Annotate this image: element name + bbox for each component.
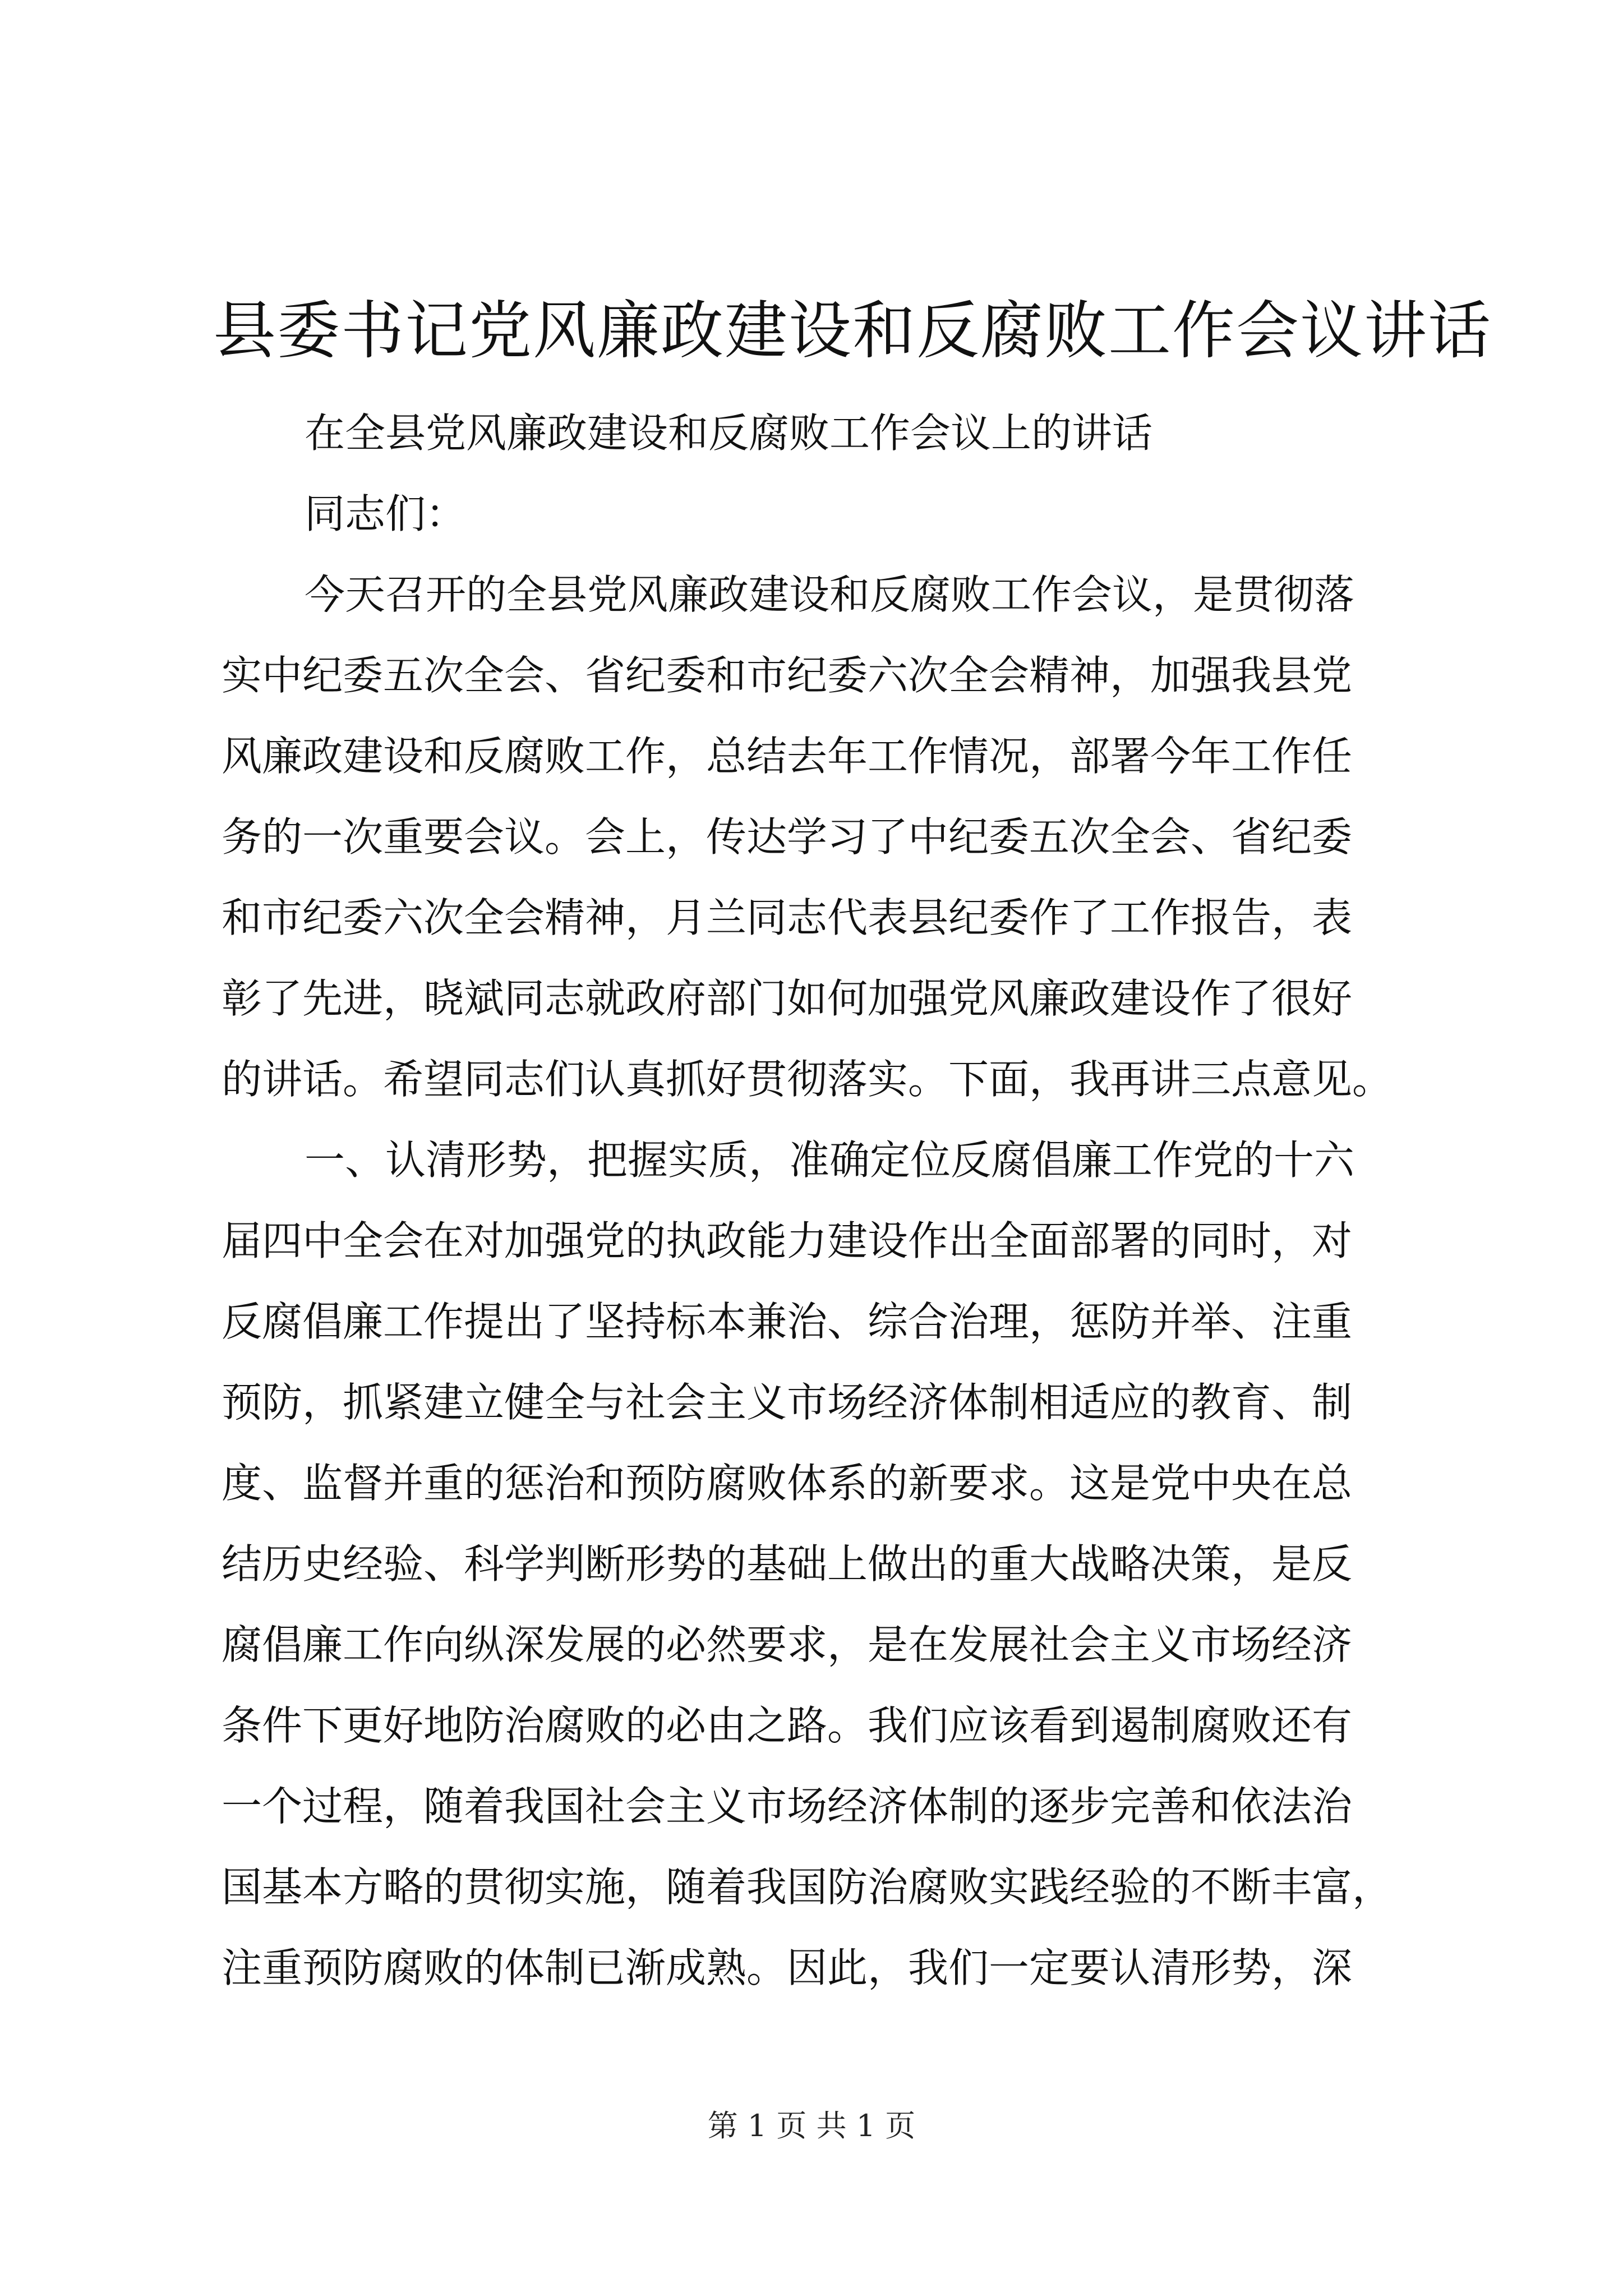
- page-number-footer: 第 1 页 共 1 页: [707, 2108, 916, 2143]
- paragraph-line: 实中纪委五次全会、省纪委和市纪委六次全会精神，加强我县党: [222, 652, 1353, 699]
- paragraph-line: 条件下更好地防治腐败的必由之路。我们应该看到遏制腐败还有: [222, 1702, 1353, 1749]
- paragraph-line: 度、监督并重的惩治和预防腐败体系的新要求。这是党中央在总: [222, 1460, 1353, 1507]
- paragraph-line: 和市纪委六次全会精神，月兰同志代表县纪委作了工作报告，表: [222, 894, 1353, 941]
- paragraph-line: 反腐倡廉工作提出了坚持标本兼治、综合治理，惩防并举、注重: [222, 1298, 1353, 1345]
- paragraph-line: 的讲话。希望同志们认真抓好贯彻落实。下面，我再讲三点意见。: [222, 1056, 1393, 1103]
- paragraph-line: 风廉政建设和反腐败工作，总结去年工作情况，部署今年工作任: [222, 733, 1353, 780]
- paragraph-line: 彰了先进，晓斌同志就政府部门如何加强党风廉政建设作了很好: [222, 975, 1353, 1022]
- paragraph-line: 注重预防腐败的体制已渐成熟。因此，我们一定要认清形势，深: [222, 1944, 1353, 1991]
- paragraph-line: 一个过程，随着我国社会主义市场经济体制的逐步完善和依法治: [222, 1783, 1353, 1830]
- paragraph-line: 结历史经验、科学判断形势的基础上做出的重大战略决策，是反: [222, 1540, 1353, 1588]
- document-body: [222, 393, 1399, 2008]
- paragraph-line: 务的一次重要会议。会上，传达学习了中纪委五次全会、省纪委: [222, 813, 1353, 861]
- paragraph-line: 今天召开的全县党风廉政建设和反腐败工作会议，是贯彻落: [305, 571, 1355, 618]
- section-heading-line: 一、认清形势，把握实质，准确定位反腐倡廉工作党的十六: [305, 1137, 1355, 1184]
- paragraph-line: 国基本方略的贯彻实施，随着我国防治腐败实践经验的不断丰富，: [222, 1864, 1393, 1911]
- salutation-line: 同志们：: [305, 490, 467, 537]
- document-title: 县委书记党风廉政建设和反腐败工作会议讲话: [213, 295, 1492, 367]
- subtitle-line: 在全县党风廉政建设和反腐败工作会议上的讲话: [305, 409, 1153, 457]
- paragraph-line: 腐倡廉工作向纵深发展的必然要求，是在发展社会主义市场经济: [222, 1621, 1353, 1668]
- paragraph-line: 届四中全会在对加强党的执政能力建设作出全面部署的同时，对: [222, 1217, 1353, 1264]
- paragraph-line: 预防，抓紧建立健全与社会主义市场经济体制相适应的教育、制: [222, 1379, 1353, 1426]
